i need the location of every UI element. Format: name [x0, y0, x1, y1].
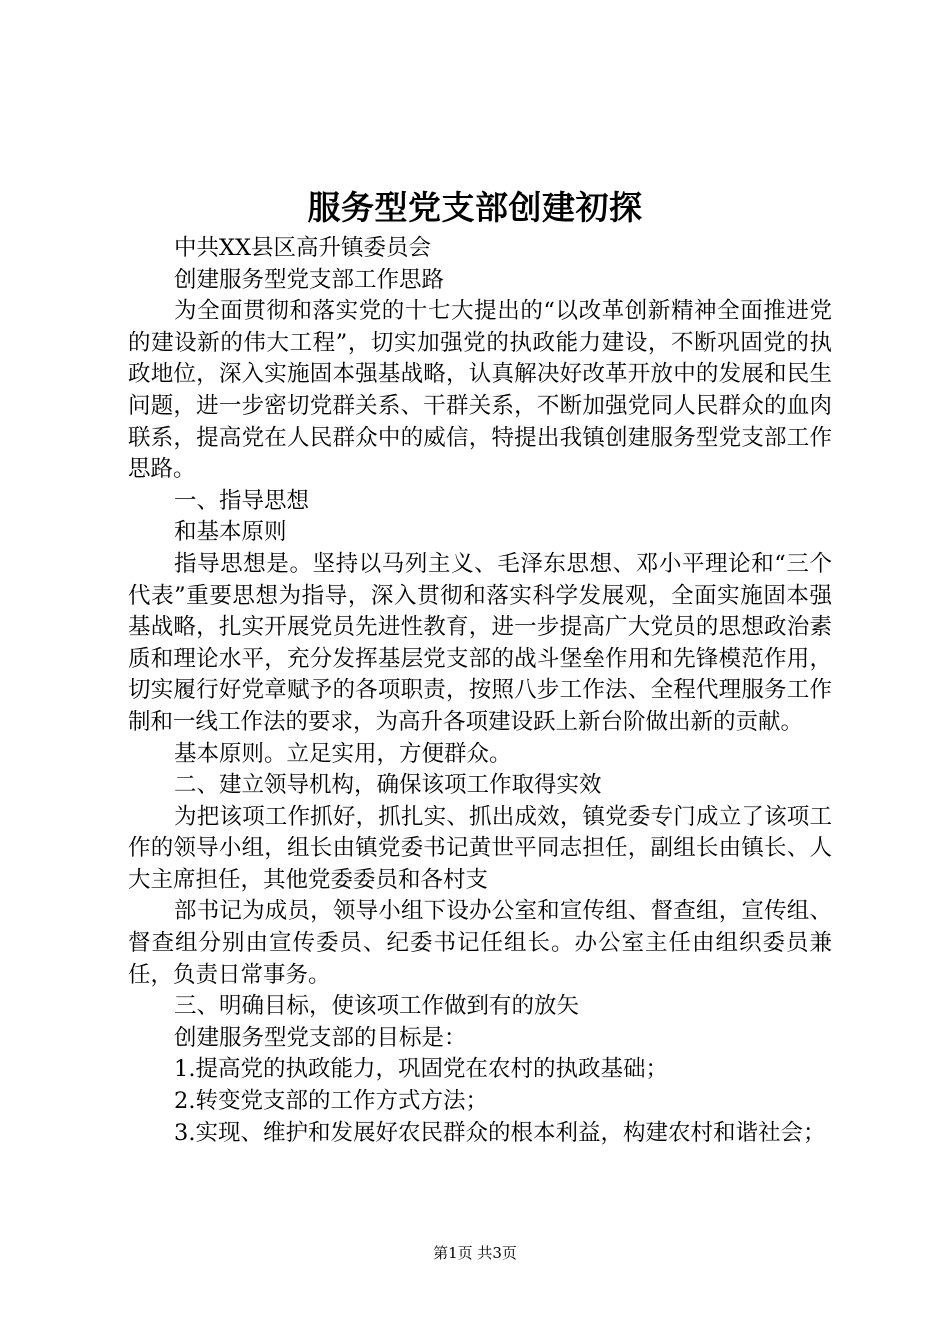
list-item-goal-3: 3.实现、维护和发展好农民群众的根本利益，构建农村和谐社会；	[174, 1119, 826, 1146]
section-heading-3: 三、明确目标，使该项工作做到有的放矢	[174, 993, 580, 1020]
section-heading-2: 二、建立领导机构，确保该项工作取得实效	[174, 772, 602, 799]
paragraph-issuer: 中共XX县区高升镇委员会	[174, 235, 432, 261]
paragraph-intro: 为全面贯彻和落实党的十七大提出的“以改革创新精神全面推进党的建设新的伟大工程”，切实加强党的执政能力建设，不断巩固党的执政地位，深入实施固本强基战略，认真解决好改革开放中的发展和民生问题，进一步密切党群关系、干群关系，不断加强党同人民群众的血肉联系，提高党在人民群众中的威信，特提出我镇创建服务型党支部工作思路。	[128, 298, 832, 483]
page-footer: 第1页 共3页	[433, 1244, 517, 1262]
paragraph-leadership-members: 部书记为成员，领导小组下设办公室和宣传组、督查组，宣传组、督查组分别由宣传委员、纪委书记任组长。办公室主任由组织委员兼任，负责日常事务。	[128, 898, 832, 988]
section-heading-1: 一、指导思想	[174, 487, 310, 514]
document-body	[128, 233, 832, 1149]
paragraph-guiding-thought: 指导思想是。坚持以马列主义、毛泽东思想、邓小平理论和“三个代表”重要思想为指导，深入贯彻和落实科学发展观，全面实施固本强基战略，扎实开展党员先进性教育，进一步提高广大党员的思想政治素质和理论水平，充分发挥基层党支部的战斗堡垒作用和先锋模范作用，切实履行好党章赋予的各项职责，按照八步工作法、全程代理服务工作制和一线工作法的要求，为高升各项建设跃上新台阶做出新的贡献。	[128, 550, 832, 735]
paragraph-leadership-group: 为把该项工作抓好，抓扎实、抓出成效，镇党委专门成立了该项工作的领导小组，组长由镇党委书记黄世平同志担任，副组长由镇长、人大主席担任，其他党委委员和各村支	[128, 803, 832, 893]
paragraph-subtitle: 创建服务型党支部工作思路	[174, 266, 445, 293]
document-title: 服务型党支部创建初探	[307, 188, 643, 227]
section-heading-1-continued: 和基本原则	[174, 519, 287, 546]
paragraph-basic-principle: 基本原则。立足实用，方便群众。	[174, 740, 512, 767]
paragraph-goals-intro: 创建服务型党支部的目标是：	[174, 1024, 467, 1051]
list-item-goal-2: 2.转变党支部的工作方式方法；	[174, 1088, 488, 1115]
list-item-goal-1: 1.提高党的执政能力，巩固党在农村的执政基础；	[174, 1056, 668, 1083]
